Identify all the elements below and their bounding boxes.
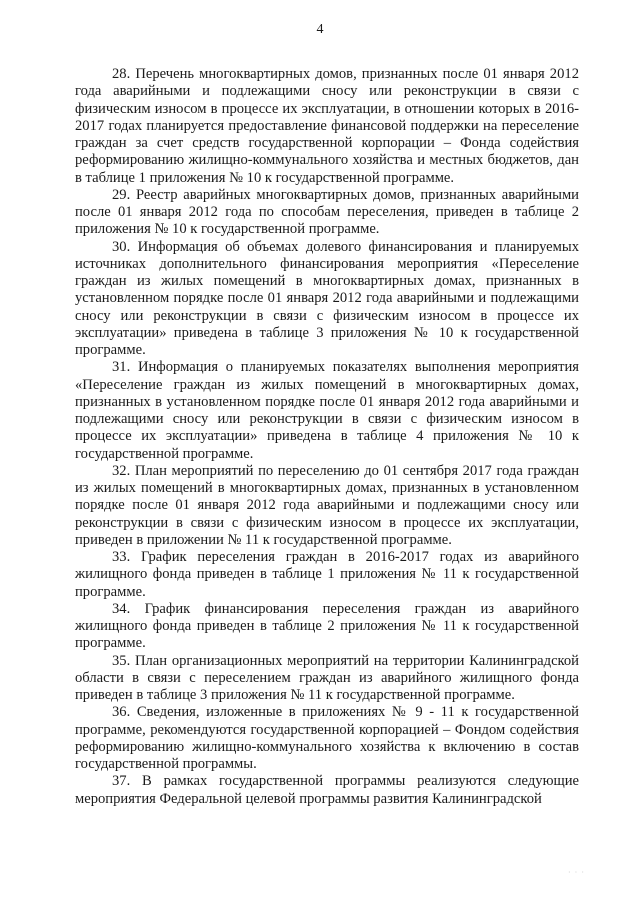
- paragraph-31: 31. Информация о планируемых показателях выполнения мероприятия «Переселение граждан из жилых помещений в многоквартирных домах, признанных в установленном порядке после 01 января 2012 года аварийными и подлежащими сносу или реконструкции в связи с физическим износом в процессе их эксплуатации» приведена в таблице 4 приложения № 10 к государственной программе.: [75, 359, 579, 462]
- document-body: [75, 66, 579, 808]
- paragraph-35: 35. План организационных мероприятий на территории Калининградской области в связи с переселением граждан из аварийного жилищного фонда приведен в таблице 3 приложения № 11 к государственной программе.: [75, 652, 579, 703]
- page-number: 4: [316, 22, 324, 37]
- paragraph-37: 37. В рамках государственной программы реализуются следующие мероприятия Федеральной целевой программы развития Калининградской: [75, 773, 579, 807]
- paragraph-36: 36. Сведения, изложенные в приложениях № 9 - 11 к государственной программе, рекомендуются государственной корпорацией – Фондом содействия реформированию жилищно-коммунального хозяйства к включению в состав государственной программы.: [75, 704, 579, 772]
- paragraph-32: 32. План мероприятий по переселению до 01 сентября 2017 года граждан из жилых помещений в многоквартирных домах, признанных в установленном порядке после 01 января 2012 года аварийными и подлежащими сносу или реконструкции в связи с физическим износом в процессе их эксплуатации, приведен в приложении № 11 к государственной программе.: [75, 462, 579, 548]
- scan-artifact-mark: · · ·: [568, 868, 585, 877]
- paragraph-29: 29. Реестр аварийных многоквартирных домов, признанных аварийными после 01 января 2012 года по способам переселения, приведен в таблице 2 приложения № 10 к государственной программе.: [75, 186, 579, 238]
- paragraph-33: 33. График переселения граждан в 2016-2017 годах из аварийного жилищного фонда приведен в таблице 1 приложения № 11 к государственной программе.: [75, 549, 579, 600]
- paragraph-28: 28. Перечень многоквартирных домов, признанных после 01 января 2012 года аварийными и подлежащими сносу или реконструкции в связи с физическим износом в процессе их эксплуатации, в отношении которых в 2016-2017 годах планируется предоставление финансовой поддержки на переселение граждан за счет средств государственной корпорации – Фонда содействия реформированию жилищно-коммунального хозяйства и местных бюджетов, дан в таблице 1 приложения № 10 к государственной программе.: [75, 66, 579, 186]
- paragraph-30: 30. Информация об объемах долевого финансирования и планируемых источниках дополнительного финансирования мероприятия «Переселение граждан из жилых помещений в многоквартирных домах, признанных в установленном порядке после 01 января 2012 года аварийными и подлежащими сносу или реконструкции в связи с физическим износом в процессе их эксплуатации» приведена в таблице 3 приложения № 10 к государственной программе.: [75, 238, 579, 358]
- paragraph-34: 34. График финансирования переселения граждан из аварийного жилищного фонда приведен в таблице 2 приложения № 11 к государственной программе.: [75, 600, 579, 652]
